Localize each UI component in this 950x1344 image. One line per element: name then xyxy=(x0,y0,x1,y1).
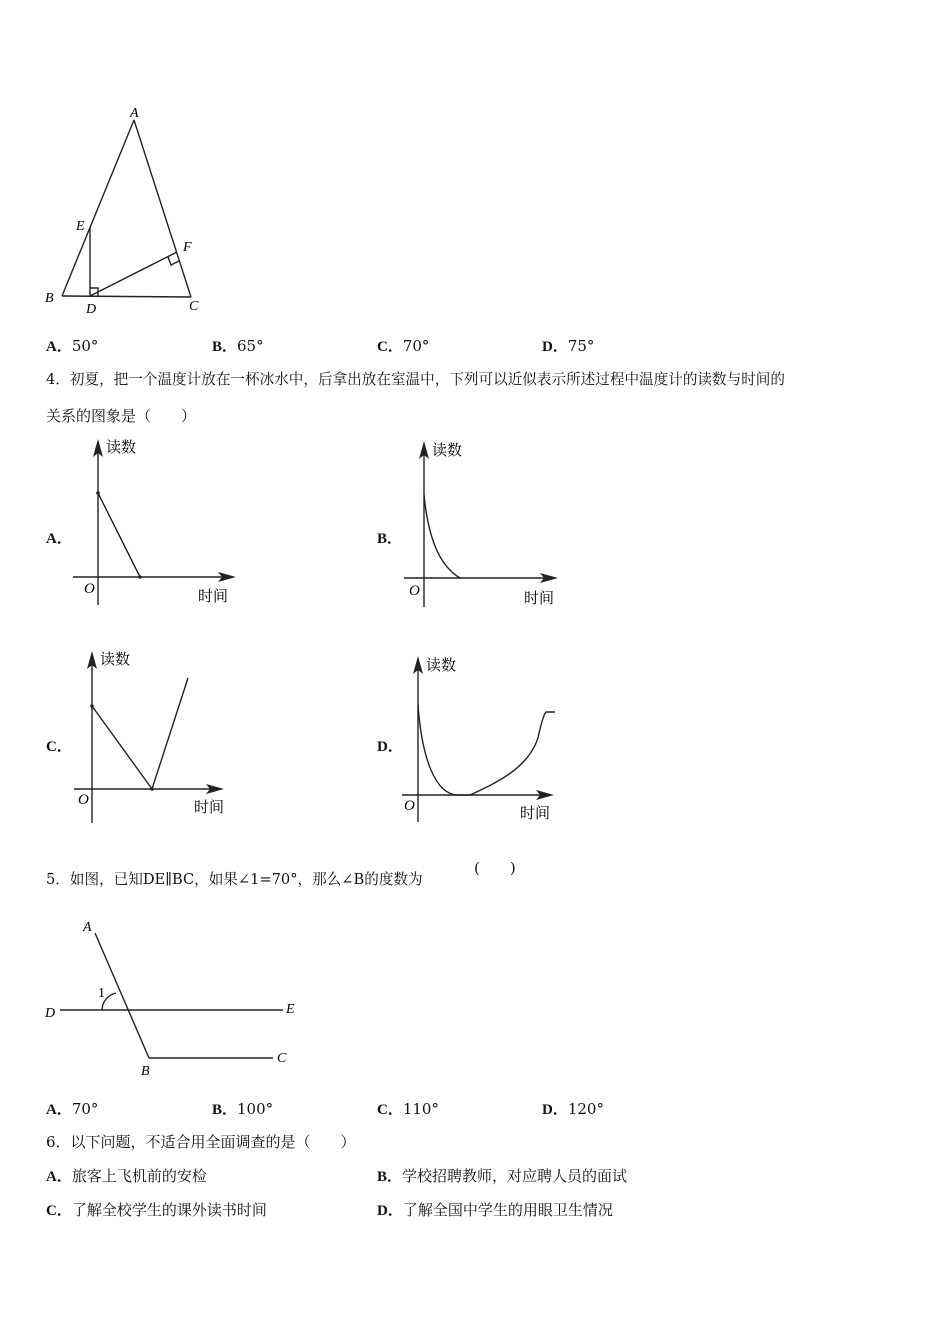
turn-point xyxy=(150,787,154,791)
label-b: B xyxy=(45,291,54,306)
q6-option-d[interactable] xyxy=(377,1200,613,1221)
parallel-lines-figure xyxy=(40,915,310,1080)
q4-stem-line1: 4．初夏，把一个温度计放在一杯冰水中，后拿出放在室温中，下列可以近似表示所述过程中温度计的读数与时间的 xyxy=(46,371,785,388)
reading-curve xyxy=(418,705,555,795)
option-text: 120° xyxy=(567,1100,604,1118)
y-axis-label: 读数 xyxy=(432,441,463,459)
reading-curve xyxy=(98,493,140,577)
option-text: 75° xyxy=(567,337,595,355)
label-e: E xyxy=(286,1002,295,1017)
option-letter: C． xyxy=(46,1203,72,1219)
option-text: 学校招聘教师，对应聘人员的面试 xyxy=(402,1167,628,1185)
option-letter: C． xyxy=(377,339,403,355)
origin-label: O xyxy=(404,798,415,814)
option-letter: D． xyxy=(377,739,403,755)
option-text: 70° xyxy=(402,337,430,355)
label-e: E xyxy=(76,219,85,234)
option-text: 了解全校学生的课外读书时间 xyxy=(71,1201,267,1219)
start-point xyxy=(96,491,100,495)
label-a: A xyxy=(130,106,139,121)
y-axis-label: 读数 xyxy=(100,650,131,668)
side-bc xyxy=(62,296,191,297)
q4-graph-d[interactable] xyxy=(398,650,578,830)
reading-curve xyxy=(92,678,188,789)
q5-option-a[interactable] xyxy=(46,1099,98,1120)
side-ab xyxy=(62,120,134,296)
q3-option-b[interactable] xyxy=(212,336,264,357)
q6-option-a[interactable] xyxy=(46,1166,207,1187)
option-letter: A． xyxy=(46,1169,72,1185)
triangle-figure xyxy=(40,100,220,320)
q6-option-c[interactable] xyxy=(46,1200,267,1221)
q4-graph-c[interactable] xyxy=(68,645,248,827)
q4-graph-a[interactable] xyxy=(68,435,248,610)
origin-label: O xyxy=(409,583,420,599)
option-letter: B． xyxy=(212,1102,238,1118)
option-text: 65° xyxy=(237,337,264,355)
y-axis-label: 读数 xyxy=(106,438,137,456)
y-axis-label: 读数 xyxy=(426,656,457,674)
option-letter: D． xyxy=(542,1102,568,1118)
option-letter: D． xyxy=(377,1203,403,1219)
option-text: 100° xyxy=(237,1100,274,1118)
right-angle-mark-f xyxy=(168,257,179,265)
label-f: F xyxy=(183,240,192,255)
side-ac xyxy=(134,120,191,297)
q5-option-d[interactable] xyxy=(542,1099,604,1120)
option-text: 70° xyxy=(71,1100,99,1118)
label-b: B xyxy=(141,1064,150,1079)
q5-answer-blank: ( ) xyxy=(474,859,516,877)
x-axis-label: 时间 xyxy=(524,589,555,607)
x-axis-label: 时间 xyxy=(198,587,229,605)
option-text: 50° xyxy=(71,337,99,355)
label-d: D xyxy=(86,302,97,317)
q4-stem-line2: 关系的图象是（ ） xyxy=(46,407,197,425)
x-axis-label: 时间 xyxy=(520,804,551,822)
q3-option-d[interactable] xyxy=(542,336,594,357)
label-c: C xyxy=(277,1051,287,1066)
option-text: 旅客上飞机前的安检 xyxy=(71,1167,207,1185)
option-letter: B． xyxy=(377,1169,403,1185)
option-letter: A． xyxy=(46,531,72,547)
q5-option-b[interactable] xyxy=(212,1099,273,1120)
q6-option-b[interactable] xyxy=(377,1166,627,1187)
label-d: D xyxy=(45,1006,56,1021)
q5-stem: 5．如图，已知DE∥BC，如果∠1=70°，那么∠B的度数为 xyxy=(46,871,423,888)
option-letter: A． xyxy=(46,1102,72,1118)
q3-option-c[interactable] xyxy=(377,336,429,357)
q4-graph-b[interactable] xyxy=(398,435,578,610)
q5-option-c[interactable] xyxy=(377,1099,439,1120)
end-point xyxy=(138,575,142,579)
option-letter: D． xyxy=(542,339,568,355)
q3-option-a[interactable] xyxy=(46,336,98,357)
segment-df xyxy=(90,252,177,296)
label-c: C xyxy=(189,299,199,314)
option-text: 110° xyxy=(402,1100,439,1118)
start-point xyxy=(90,704,94,708)
reading-curve xyxy=(424,495,460,578)
option-letter: A． xyxy=(46,339,72,355)
q6-stem: 6．以下问题，不适合用全面调查的是（ ） xyxy=(46,1133,356,1151)
label-a: A xyxy=(83,920,92,935)
label-1: 1 xyxy=(98,986,105,1001)
option-text: 了解全国中学生的用眼卫生情况 xyxy=(402,1201,613,1219)
origin-label: O xyxy=(78,792,89,808)
option-letter: C． xyxy=(46,739,72,755)
x-axis-label: 时间 xyxy=(194,798,225,816)
option-letter: B． xyxy=(212,339,238,355)
option-letter: B． xyxy=(377,531,403,547)
origin-label: O xyxy=(84,581,95,597)
option-letter: C． xyxy=(377,1102,403,1118)
